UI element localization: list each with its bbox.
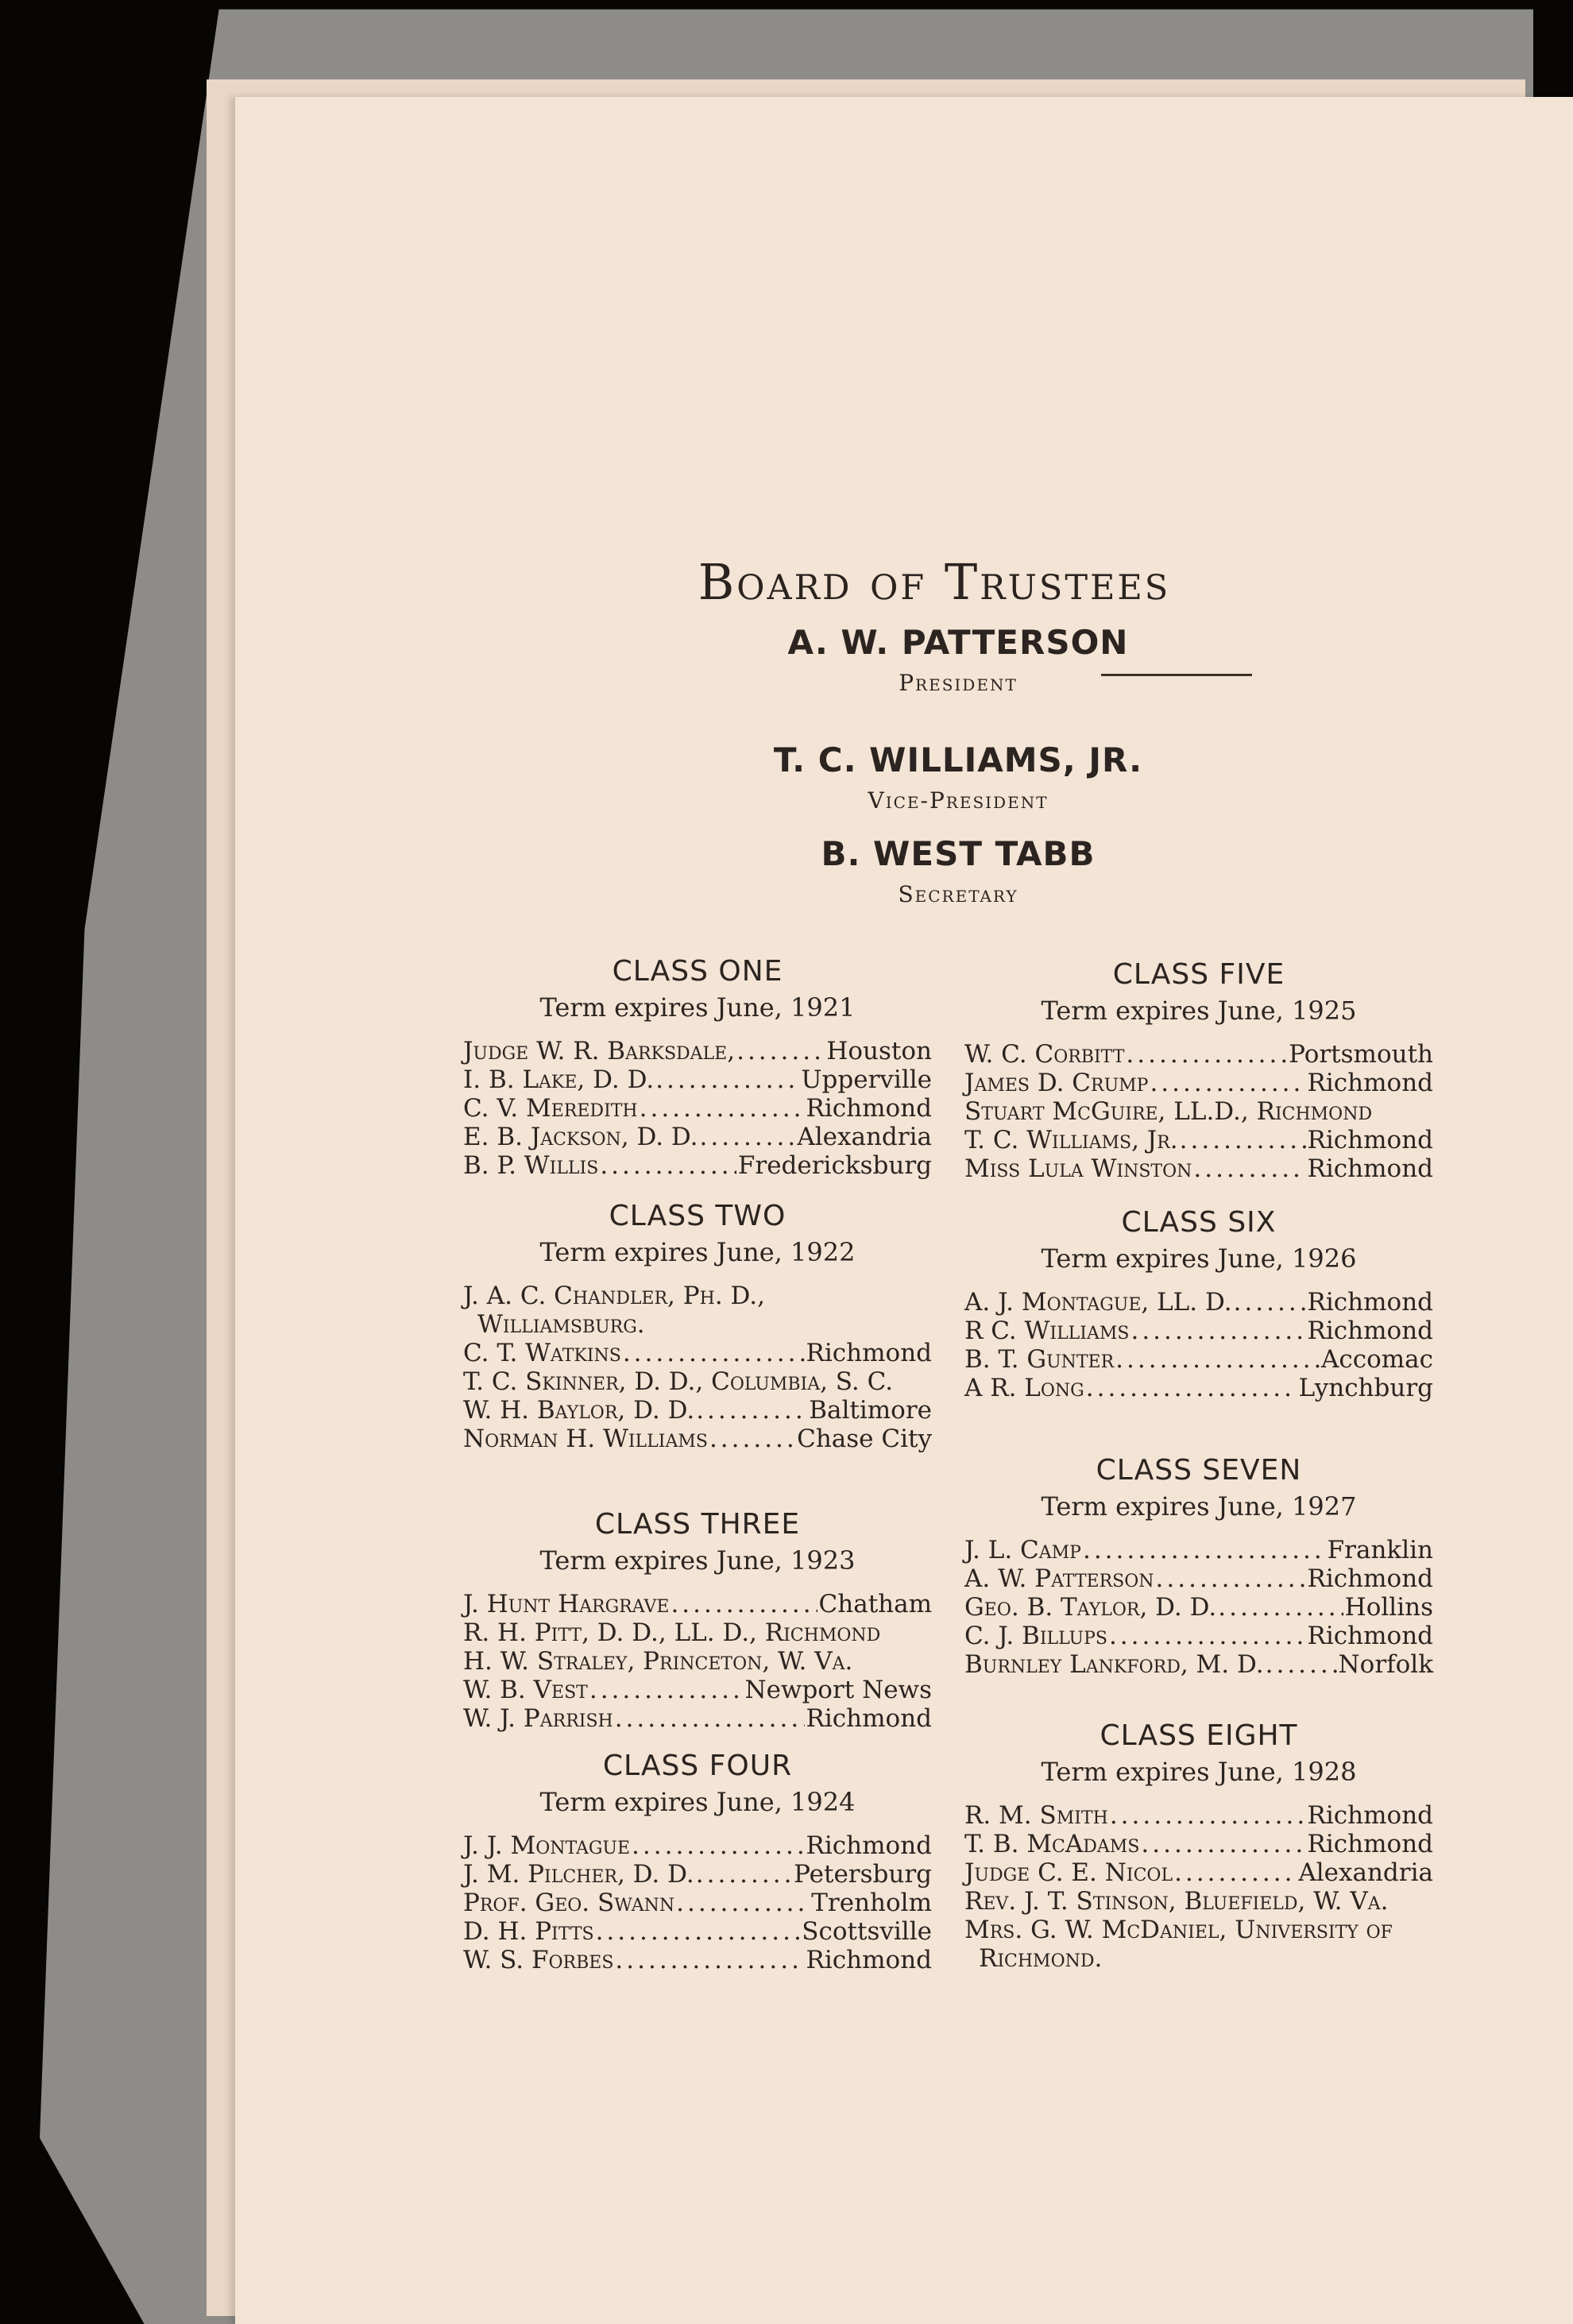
trustee-place: Portsmouth [1289, 1040, 1433, 1069]
trustee-place: Chatham [818, 1590, 932, 1618]
leader-dots [589, 1676, 744, 1704]
trustee-place: Norfolk [1338, 1650, 1433, 1679]
trustee-name: T. C. Williams, Jr. [964, 1126, 1178, 1154]
leader-dots [1266, 1650, 1337, 1679]
class-seven [964, 1454, 1433, 1679]
trustee-place: Chase City [797, 1425, 932, 1453]
trustee-name: J. M. Pilcher, D. D. [463, 1860, 694, 1889]
trustee-place: Hollins [1344, 1593, 1433, 1622]
trustee-row [463, 1425, 932, 1453]
trustee-place: Richmond [1307, 1564, 1433, 1593]
trustee-row [463, 1917, 932, 1946]
leader-dots [623, 1339, 805, 1367]
trustee-row [463, 1094, 932, 1123]
officer-name: B. WEST TABB [821, 834, 1096, 873]
trustee-place: Richmond [1307, 1288, 1433, 1317]
trustee-place: Trenholm [811, 1889, 932, 1917]
trustee-entry: R. H. Pitt, D. D., LL. D., Richmond [463, 1618, 881, 1647]
trustee-place: Newport News [744, 1676, 932, 1704]
trustee-name: W. S. Forbes [463, 1946, 614, 1974]
trustee-place: Baltimore [809, 1396, 932, 1425]
trustee-entry: H. W. Straley, Princeton, W. Va. [463, 1647, 853, 1676]
class-three [463, 1508, 932, 1733]
class-eight [964, 1719, 1433, 1973]
trustee-place: Richmond [806, 1339, 932, 1367]
trustee-name: T. B. McAdams [964, 1830, 1140, 1858]
trustee-name: R. M. Smith [964, 1801, 1108, 1830]
trustee-name: D. H. Pitts [463, 1917, 594, 1946]
trustee-name: Burnley Lankford, M. D. [964, 1650, 1264, 1679]
trustee-name: W. B. Vest [463, 1676, 588, 1704]
trustee-row [463, 1889, 932, 1917]
trustee-name: A. W. Patterson [964, 1564, 1154, 1593]
trustee-row [463, 1396, 932, 1425]
trustee-place: Richmond [1307, 1830, 1433, 1858]
trustee-row [463, 1037, 932, 1065]
class-term: Term expires June, 1925 [1041, 996, 1357, 1026]
trustee-row [463, 1860, 932, 1889]
trustee-place: Richmond [1307, 1317, 1433, 1345]
class-four [463, 1750, 932, 1974]
leader-dots [696, 1860, 792, 1889]
trustee-name: Judge W. R. Barksdale, [463, 1037, 736, 1065]
trustee-place: Accomac [1320, 1345, 1433, 1374]
trustee-row [463, 1831, 932, 1860]
leader-dots [1234, 1288, 1306, 1317]
trustee-row [463, 1339, 932, 1367]
trustee-row [463, 1282, 932, 1339]
trustee-name: J. L. Camp [964, 1536, 1081, 1564]
trustee-row [964, 1801, 1433, 1830]
trustee-name: R C. Williams [964, 1317, 1130, 1345]
trustee-row [463, 1647, 932, 1676]
class-title: CLASS SEVEN [1096, 1454, 1302, 1487]
class-two [463, 1200, 932, 1453]
trustee-row [463, 1590, 932, 1618]
trustee-name: Judge C. E. Nicol [964, 1858, 1173, 1887]
trustee-entry: Stuart McGuire, LL.D., Richmond [964, 1097, 1373, 1126]
trustee-name: A R. Long [964, 1374, 1084, 1402]
class-title: CLASS FIVE [1112, 958, 1285, 991]
trustee-place: Richmond [1307, 1126, 1433, 1154]
trustee-row [964, 1536, 1433, 1564]
trustee-place: Fredericksburg [737, 1151, 932, 1180]
trustee-row [964, 1887, 1433, 1916]
trustee-place: Franklin [1327, 1536, 1433, 1564]
trustee-place: Richmond [1307, 1622, 1433, 1650]
trustee-place: Alexandria [1298, 1858, 1433, 1887]
trustee-name: I. B. Lake, D. D. [463, 1065, 655, 1094]
trustee-row [964, 1622, 1433, 1650]
officer-name: T. C. WILLIAMS, JR. [773, 741, 1143, 779]
leader-dots [1218, 1593, 1343, 1622]
class-term: Term expires June, 1927 [1041, 1491, 1357, 1522]
officer-president [13, 623, 1573, 696]
class-title: CLASS FOUR [602, 1750, 793, 1782]
trustee-place: Upperville [801, 1065, 932, 1094]
trustee-place: Lynchburg [1298, 1374, 1433, 1402]
class-title: CLASS TWO [609, 1200, 786, 1232]
leader-dots [600, 1151, 736, 1180]
trustee-row [964, 1374, 1433, 1402]
class-title: CLASS ONE [612, 955, 783, 988]
trustee-place: Alexandria [797, 1123, 932, 1151]
class-title: CLASS EIGHT [1100, 1719, 1298, 1752]
leader-dots [671, 1590, 817, 1618]
trustee-row [463, 1123, 932, 1151]
officer-secretary [13, 834, 1573, 907]
trustee-name: Miss Lula Winston [964, 1154, 1192, 1183]
trustee-name: J. J. Montague [463, 1831, 631, 1860]
trustee-place: Scottsville [802, 1917, 932, 1946]
trustee-place: Richmond [1307, 1069, 1433, 1097]
trustee-name: C. T. Watkins [463, 1339, 621, 1367]
officer-name: A. W. PATTERSON [787, 623, 1129, 662]
trustee-row [463, 1065, 932, 1094]
leader-dots [1174, 1858, 1297, 1887]
leader-dots [709, 1425, 795, 1453]
trustee-place: Richmond [806, 1946, 932, 1974]
leader-dots [696, 1396, 807, 1425]
class-title: CLASS THREE [594, 1508, 801, 1541]
trustee-row [964, 1916, 1433, 1973]
trustee-row [964, 1154, 1433, 1183]
trustee-name: C. V. Meredith [463, 1094, 638, 1123]
leader-dots [1086, 1374, 1297, 1402]
leader-dots [632, 1831, 805, 1860]
trustee-row [964, 1564, 1433, 1593]
leader-dots [676, 1889, 810, 1917]
leader-dots [1130, 1317, 1305, 1345]
page-title: Board of Trustees [698, 553, 1171, 611]
trustee-entry: T. C. Skinner, D. D., Columbia, S. C. [463, 1367, 894, 1396]
trustee-place: Petersburg [794, 1860, 932, 1889]
leader-dots [1193, 1154, 1305, 1183]
leader-dots [736, 1037, 825, 1065]
trustee-place: Richmond [1307, 1801, 1433, 1830]
officer-role: President [899, 670, 1018, 696]
trustee-place: Richmond [806, 1704, 932, 1733]
trustee-row [463, 1151, 932, 1180]
trustee-row [463, 1704, 932, 1733]
leader-dots [700, 1123, 796, 1151]
trustee-row [964, 1858, 1433, 1887]
leader-dots [1156, 1564, 1306, 1593]
trustee-entry: Mrs. G. W. McDaniel, University of Richmond. [964, 1916, 1393, 1973]
trustee-row [964, 1317, 1433, 1345]
leader-dots [615, 1704, 805, 1733]
trustee-place: Richmond [806, 1831, 932, 1860]
trustee-entry: Rev. J. T. Stinson, Bluefield, W. Va. [964, 1887, 1389, 1916]
trustee-name: James D. Crump [964, 1069, 1149, 1097]
trustee-name: W. H. Baylor, D. D. [463, 1396, 695, 1425]
leader-dots [1126, 1040, 1287, 1069]
class-term: Term expires June, 1924 [539, 1787, 856, 1817]
leader-dots [596, 1917, 801, 1946]
trustee-row [964, 1650, 1433, 1679]
officer-role: Secretary [898, 881, 1018, 907]
trustee-name: A. J. Montague, LL. D. [964, 1288, 1232, 1317]
trustee-place: Richmond [1307, 1154, 1433, 1183]
trustee-entry: J. A. C. Chandler, Ph. D., Williamsburg. [463, 1282, 765, 1339]
trustee-row [964, 1593, 1433, 1622]
trustee-row [463, 1367, 932, 1396]
officer-vice-president [13, 741, 1573, 814]
class-term: Term expires June, 1921 [539, 992, 856, 1023]
trustee-row [964, 1040, 1433, 1069]
leader-dots [1110, 1801, 1306, 1830]
trustee-name: B. T. Gunter [964, 1345, 1115, 1374]
class-one [463, 955, 932, 1180]
trustee-row [463, 1676, 932, 1704]
trustee-name: Prof. Geo. Swann [463, 1889, 675, 1917]
trustee-name: W. C. Corbitt [964, 1040, 1125, 1069]
leader-dots [640, 1094, 805, 1123]
trustee-name: E. B. Jackson, D. D. [463, 1123, 698, 1151]
trustee-row [964, 1345, 1433, 1374]
leader-dots [655, 1065, 799, 1094]
trustee-row [463, 1618, 932, 1647]
trustee-row [964, 1097, 1433, 1126]
trustee-row [964, 1069, 1433, 1097]
trustee-row [964, 1288, 1433, 1317]
trustee-row [463, 1946, 932, 1974]
class-term: Term expires June, 1922 [539, 1237, 856, 1267]
officer-role: Vice-President [868, 787, 1049, 814]
trustee-place: Houston [826, 1037, 932, 1065]
class-five [964, 958, 1433, 1183]
class-title: CLASS SIX [1121, 1206, 1277, 1239]
trustee-name: J. Hunt Hargrave [463, 1590, 670, 1618]
trustee-row [964, 1830, 1433, 1858]
trustee-name: B. P. Willis [463, 1151, 599, 1180]
trustee-name: Geo. B. Taylor, D. D. [964, 1593, 1217, 1622]
class-term: Term expires June, 1928 [1041, 1757, 1357, 1787]
leader-dots [1083, 1536, 1326, 1564]
leader-dots [1115, 1345, 1320, 1374]
leader-dots [1180, 1126, 1306, 1154]
class-six [964, 1206, 1433, 1402]
class-term: Term expires June, 1926 [1041, 1243, 1357, 1274]
trustee-row [964, 1126, 1433, 1154]
class-term: Term expires June, 1923 [539, 1545, 856, 1576]
trustee-place: Richmond [806, 1094, 932, 1123]
trustee-name: W. J. Parrish [463, 1704, 613, 1733]
leader-dots [615, 1946, 804, 1974]
leader-dots [1141, 1830, 1305, 1858]
leader-dots [1109, 1622, 1306, 1650]
trustee-name: Norman H. Williams [463, 1425, 708, 1453]
leader-dots [1150, 1069, 1305, 1097]
trustee-name: C. J. Billups [964, 1622, 1107, 1650]
document-page [235, 97, 1573, 2324]
